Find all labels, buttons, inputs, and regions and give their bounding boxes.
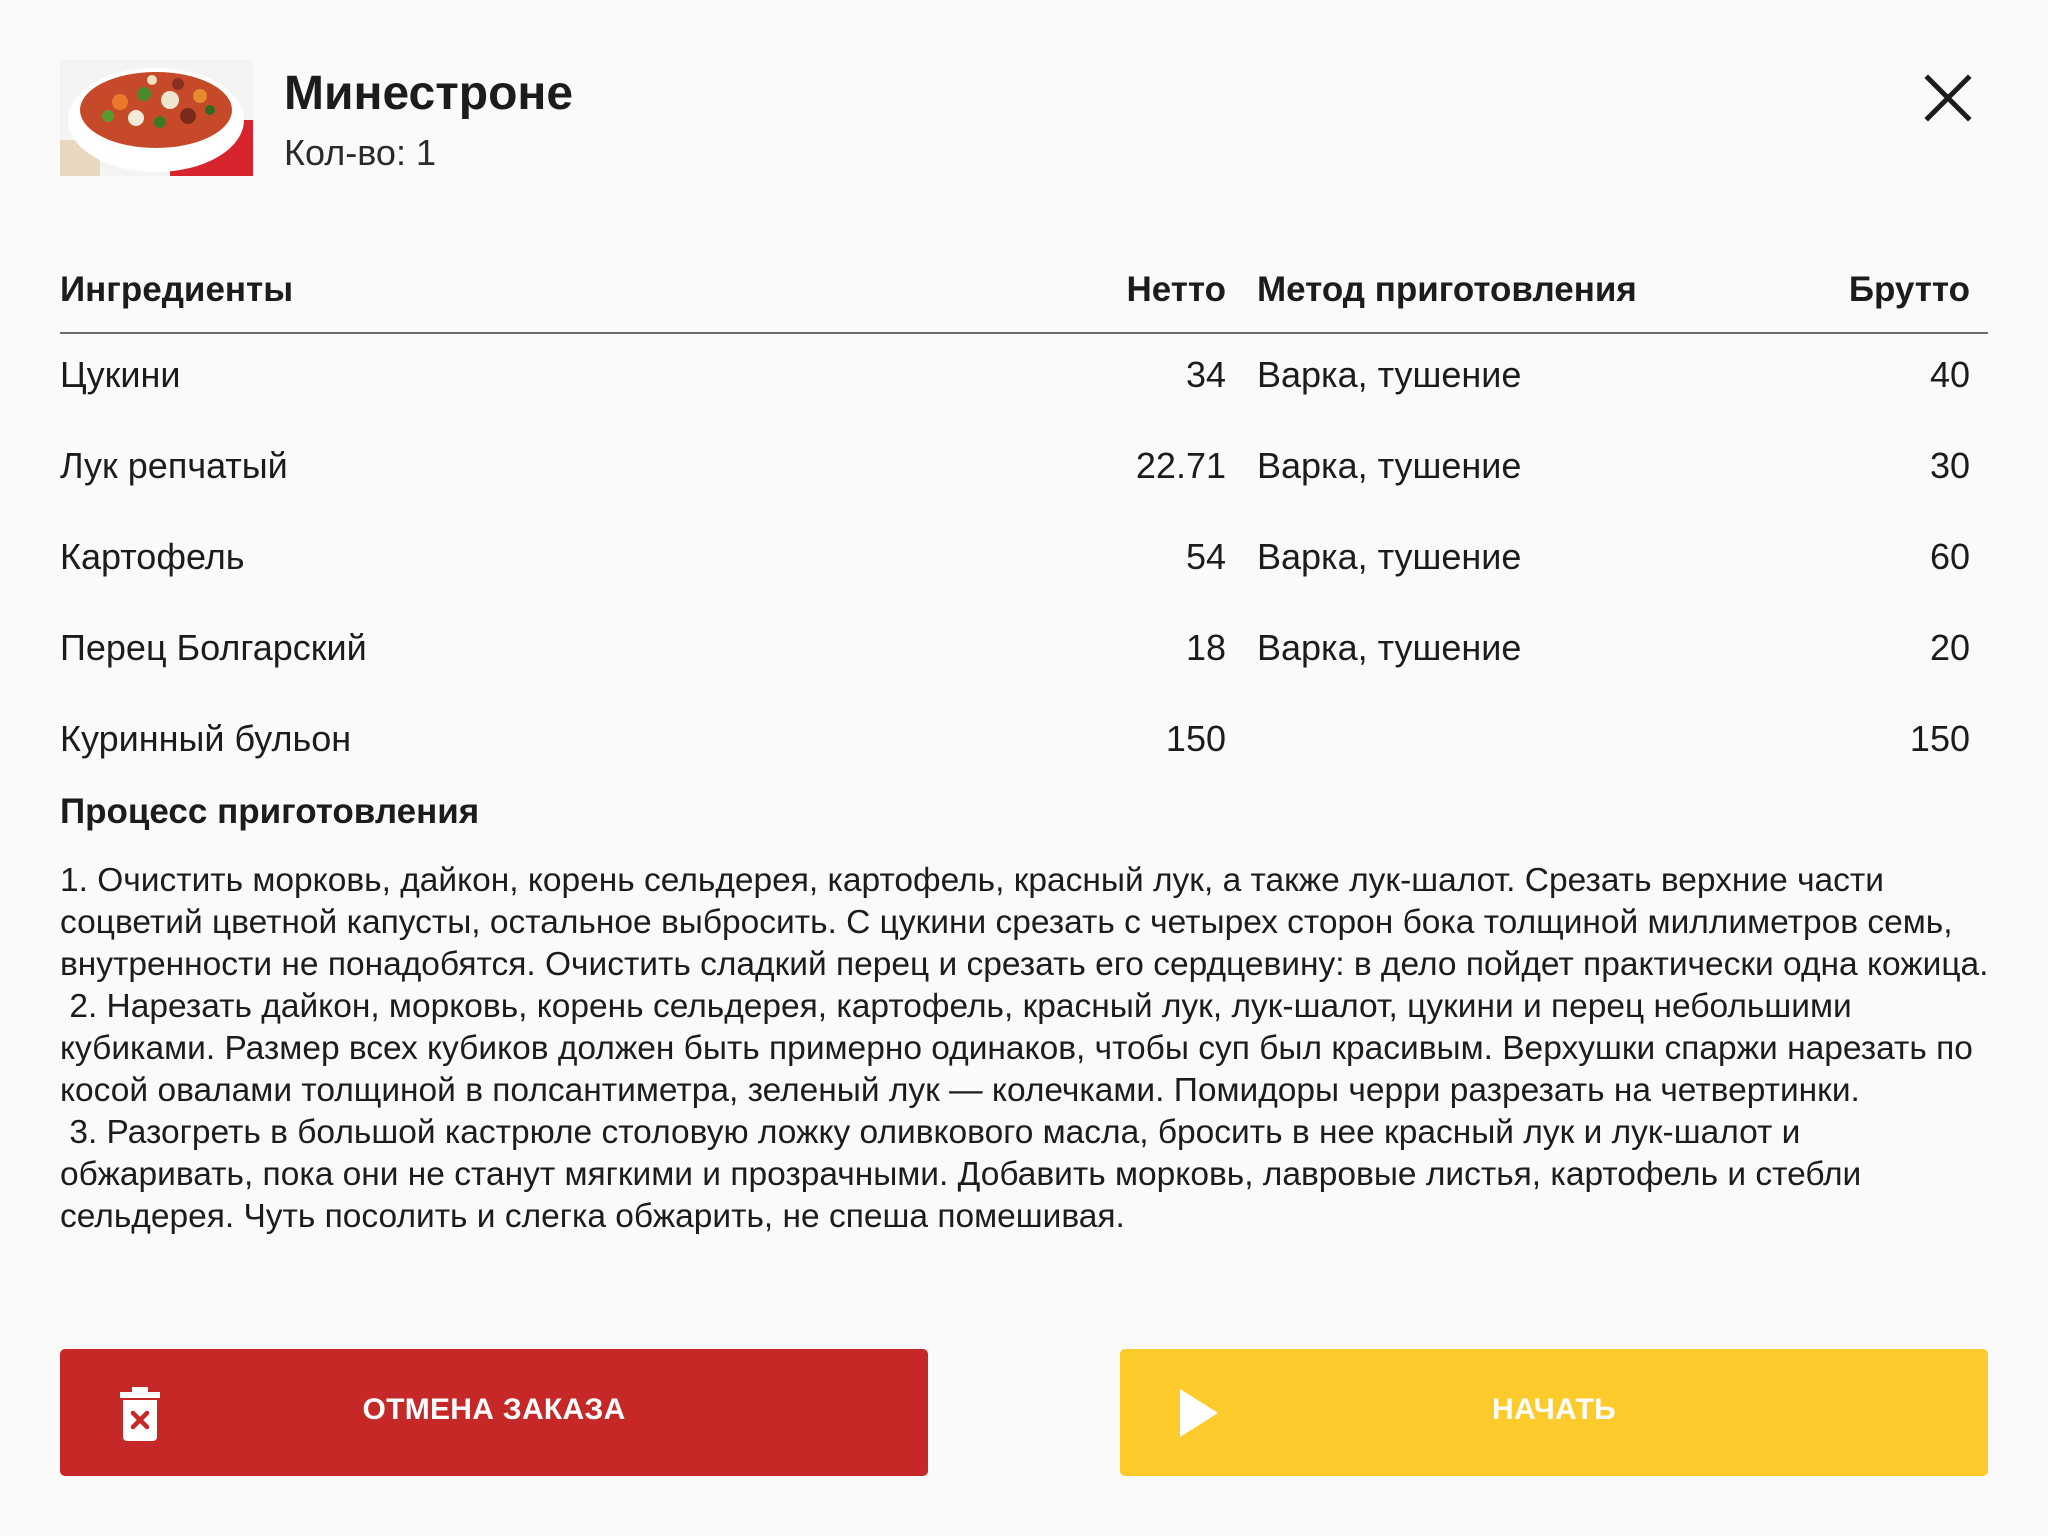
- dialog-header: [60, 60, 1988, 176]
- table-row: [60, 334, 1988, 425]
- soup-bowl-picture: [60, 60, 253, 176]
- ingredient-name: Лук репчатый: [60, 445, 288, 486]
- dish-quantity: Кол-во: 1: [284, 132, 436, 173]
- ingredient-gross: 20: [1929, 627, 1970, 668]
- table-row: [60, 425, 1988, 516]
- close-button[interactable]: [1920, 70, 1976, 126]
- header-gross: Брутто: [1848, 270, 1970, 309]
- process-text[interactable]: 1. Очистить морковь, дайкон, корень сельдерея, картофель, красный лук, а также лук-шалот. Срезать верхние части соцветий цветной капусты, остальное выбросить. С цукини срезать с четырех сторон бока толщиной миллиметров семь, внутренности не понадобятся. Очистить сладкий перец и срезать его сердцевину: в дело пойдет практически одна кожица. 2. Нарезать дайкон, морковь, корень сельдерея, картофель, красный лук, лук-шалот, цукини и перец небольшими кубиками. Размер всех кубиков должен быть примерно одинаков, чтобы суп был красивым. Верхушки спаржи нарезать по косой овалами толщиной в полсантиметра, зеленый лук — колечками. Помидоры черри разрезать на четвертинки. 3. Разогреть в большой кастрюле столовую ложку оливкового масла, бросить в нее красный лук и лук-шалот и обжаривать, пока они не станут мягкими и прозрачными. Добавить морковь, лавровые листья, картофель и стебли сельдерея. Чуть посолить и слегка обжарить, не спеша помешивая.: [60, 862, 1989, 1235]
- ingredient-method: Варка, тушение: [1257, 354, 1522, 395]
- ingredient-net: 34: [1185, 354, 1226, 395]
- dish-title: Минестроне: [284, 67, 574, 120]
- ingredient-gross: 40: [1929, 354, 1970, 395]
- ingredient-gross: 30: [1929, 445, 1970, 486]
- ingredients-table: [60, 258, 1988, 789]
- ingredient-name: Куринный бульон: [60, 718, 352, 759]
- ingredient-name: Картофель: [60, 536, 245, 577]
- header-net: Нетто: [1126, 270, 1226, 309]
- start-label: НАЧАТЬ: [1492, 1393, 1616, 1426]
- close-icon: [1920, 70, 1976, 126]
- ingredient-method: Варка, тушение: [1257, 536, 1522, 577]
- table-row: [60, 698, 1988, 789]
- ingredient-net: 54: [1185, 536, 1226, 577]
- ingredient-name: Перец Болгарский: [60, 627, 367, 668]
- ingredient-method: Варка, тушение: [1257, 627, 1522, 668]
- start-button[interactable]: [1120, 1349, 1988, 1476]
- table-row: [60, 607, 1988, 698]
- ingredient-net: 150: [1165, 718, 1226, 759]
- ingredient-net: 18: [1185, 627, 1226, 668]
- ingredient-gross: 150: [1909, 718, 1970, 759]
- header-ingredients: Ингредиенты: [60, 270, 294, 309]
- ingredient-method: Варка, тушение: [1257, 445, 1522, 486]
- process-title: Процесс приготовления: [60, 792, 480, 831]
- cancel-order-label: ОТМЕНА ЗАКАЗА: [362, 1393, 626, 1426]
- ingredient-name: Цукини: [60, 354, 181, 395]
- cancel-order-button[interactable]: [60, 1349, 928, 1476]
- table-row: [60, 516, 1988, 607]
- header-method: Метод приготовления: [1257, 270, 1637, 309]
- ingredient-gross: 60: [1929, 536, 1970, 577]
- ingredient-net: 22.71: [1135, 445, 1226, 486]
- table-header: [60, 258, 1988, 334]
- dish-image: [60, 60, 253, 176]
